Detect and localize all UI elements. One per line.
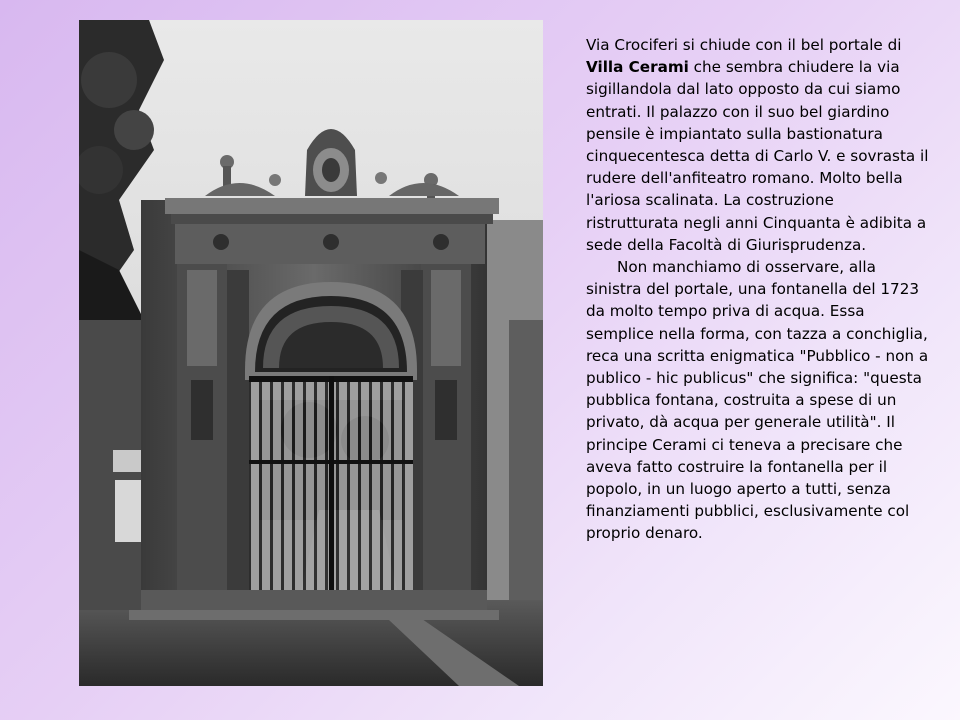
paragraph-villa-cerami [586, 34, 931, 256]
villa-cerami-gate-image [79, 20, 543, 686]
villa-cerami-photo [79, 20, 543, 686]
paragraph1-text-end: che sembra chiudere la via sigillandola dal lato opposto da cui siamo entrati. Il palazzo con il suo bel giardino pensile è impiantato sulla bastionatura cinquecentesca detta di Carlo V. e sovrasta il rudere dell'anfiteatro romano. Molto bella l'ariosa scalinata. La costruzione ristrutturata negli anni Cinquanta è adibita a sede della Facoltà di Giurisprudenza. [586, 58, 929, 254]
paragraph2-text: Non manchiamo di osservare, alla sinistra del portale, una fontanella del 1723 da molto tempo priva di acqua. Essa semplice nella forma, con tazza a conchiglia, reca una scritta enigmatica "Pubblico - non a publico - hic publicus" che significa: "questa pubblica fontana, costruita a spese di un privato, dà acqua per generale utilità". Il principe Cerami ci teneva a precisare che aveva fatto costruire la fontanella per il popolo, in un luogo aperto a tutti, senza finanziamenti pubblici, esclusivamente col proprio denaro. [586, 258, 929, 543]
description-text [586, 34, 931, 545]
villa-cerami-bold: Villa Cerami [586, 58, 689, 77]
paragraph1-text-start: Via Crociferi si chiude con il bel portale di [586, 36, 902, 54]
paragraph-fontanella [586, 256, 931, 545]
